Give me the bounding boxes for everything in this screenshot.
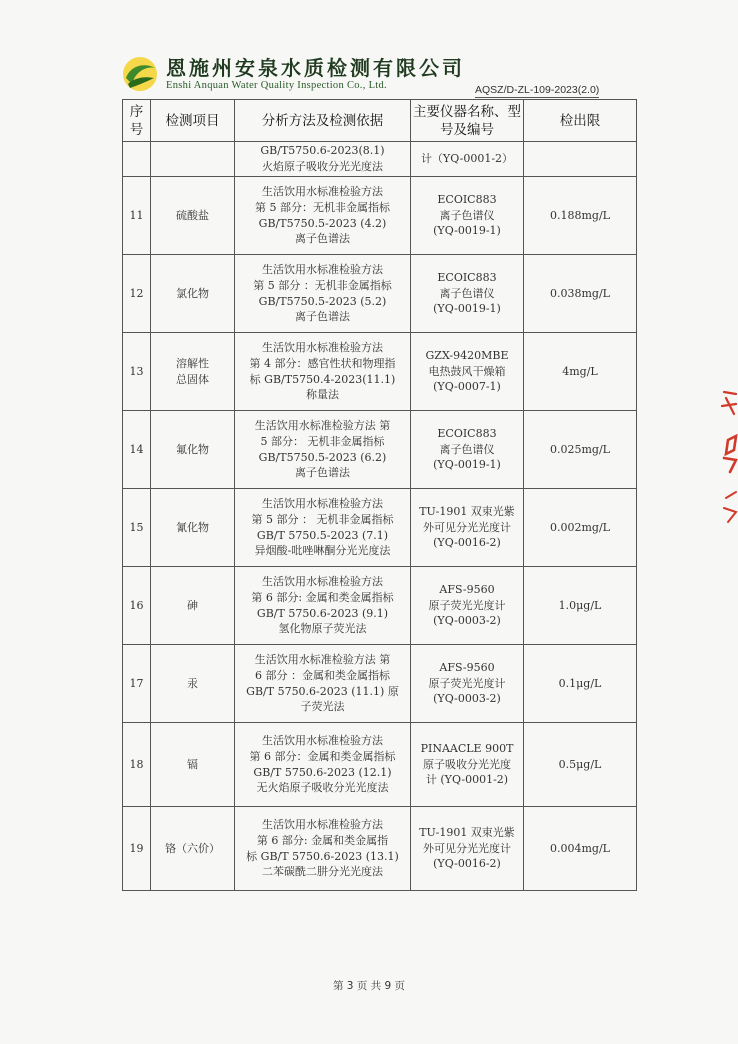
method-line: 无火焰原子吸收分光光度法	[256, 781, 389, 795]
test-item	[151, 142, 235, 177]
table-row	[123, 723, 637, 807]
method-line: 第 5 部分 ：无机非金属指标	[253, 278, 392, 292]
method-line: 生活饮用水标准检验方法 第	[254, 652, 391, 666]
test-item: 汞	[151, 645, 235, 723]
instrument-line: 计 (YQ-0001-2)	[425, 773, 509, 787]
company-logo	[122, 56, 158, 92]
method-line: 离子色谱法	[295, 310, 350, 324]
instrument-cell	[411, 645, 524, 723]
method-line: 生活饮用水标准检验方法	[262, 496, 383, 510]
instrument-cell	[411, 177, 524, 255]
company-name-en: Enshi Anquan Water Quality Inspection Co., Ltd.	[166, 80, 387, 91]
instrument-cell	[411, 567, 524, 645]
col-header-limit: 检出限	[524, 100, 637, 142]
method-cell	[235, 489, 411, 567]
instrument-cell	[411, 255, 524, 333]
method-line: 生活饮用水标准检验方法	[262, 340, 383, 354]
method-line: 5 部分： 无机非金属指标	[260, 434, 385, 448]
method-cell	[235, 142, 411, 177]
instrument-cell	[411, 142, 524, 177]
row-number: 13	[123, 333, 151, 411]
instrument-line: (YQ-0003-2)	[433, 614, 501, 628]
instrument-line: 离子色谱仪	[439, 208, 495, 222]
method-line: 6 部分 ：金属和类金属指标	[255, 668, 390, 682]
method-line: 氢化物原子荧光法	[278, 622, 367, 636]
instrument-line: (YQ-0003-2)	[433, 692, 501, 706]
row-number: 14	[123, 411, 151, 489]
table-header-row	[123, 100, 637, 142]
method-cell	[235, 177, 411, 255]
test-item: 硫酸盐	[151, 177, 235, 255]
inspection-methods-table	[122, 99, 637, 891]
instrument-line: PINAACLE 900T	[420, 741, 514, 755]
test-item	[151, 333, 235, 411]
test-item-line: 总固体	[176, 372, 209, 386]
instrument-line: (YQ-0019-1)	[433, 224, 501, 238]
detection-limit: 1.0μg/L	[524, 567, 637, 645]
method-cell	[235, 333, 411, 411]
table-row	[123, 645, 637, 723]
method-line: 子荧光法	[300, 700, 345, 714]
instrument-line: (YQ-0016-2)	[433, 536, 501, 550]
row-number	[123, 142, 151, 177]
detection-limit: 4mg/L	[524, 333, 637, 411]
method-cell	[235, 807, 411, 891]
method-line: GB/T5750.5-2023 (4.2)	[258, 216, 387, 230]
detection-limit: 0.188mg/L	[524, 177, 637, 255]
table-row	[123, 142, 637, 177]
method-line: 生活饮用水标准检验方法	[262, 262, 383, 276]
row-number: 18	[123, 723, 151, 807]
company-name-cn: 恩施州安泉水质检测有限公司	[166, 56, 465, 80]
row-number: 16	[123, 567, 151, 645]
method-line: GB/T 5750.5-2023 (7.1)	[256, 528, 389, 542]
method-line: GB/T5750.5-2023 (6.2)	[258, 450, 387, 464]
method-line: 生活饮用水标准检验方法	[262, 817, 383, 831]
table-row	[123, 255, 637, 333]
method-line: GB/T5750.6-2023(8.1)	[260, 144, 385, 158]
method-line: 生活饮用水标准检验方法 第	[254, 418, 391, 432]
col-header-instrument: 主要仪器名称、型号及编号	[411, 100, 524, 142]
instrument-cell	[411, 333, 524, 411]
table-row	[123, 411, 637, 489]
test-item: 镉	[151, 723, 235, 807]
instrument-line: AFS-9560	[439, 660, 495, 674]
detection-limit	[524, 142, 637, 177]
table-row	[123, 489, 637, 567]
method-line: 生活饮用水标准检验方法	[262, 574, 383, 588]
instrument-line: 外可见分光光度计	[423, 841, 511, 855]
method-line: 第 5 部分：无机非金属指标	[255, 200, 390, 214]
method-cell	[235, 567, 411, 645]
method-line: 生活饮用水标准检验方法	[262, 184, 383, 198]
instrument-line: 计（YQ-0001-2）	[420, 152, 514, 166]
instrument-cell	[411, 807, 524, 891]
stamp-fragment	[718, 388, 738, 528]
instrument-line: TU-1901 双束光紫	[419, 504, 515, 518]
method-line: 第 6 部分: 金属和类金属指标	[251, 590, 394, 604]
method-line: 异烟酸-吡唑啉酮分光光度法	[254, 544, 391, 558]
row-number: 12	[123, 255, 151, 333]
method-line: 火焰原子吸收分光光度法	[262, 160, 383, 173]
method-line: 称量法	[306, 388, 339, 402]
detection-limit: 0.038mg/L	[524, 255, 637, 333]
detection-limit: 0.1μg/L	[524, 645, 637, 723]
method-line: 二苯碳酰二肼分光光度法	[262, 865, 383, 879]
method-line: 第 5 部分 ： 无机非金属指标	[251, 512, 394, 526]
page-number: 第 3 页 共 9 页	[332, 980, 406, 992]
col-header-item: 检测项目	[151, 100, 235, 142]
method-line: GB/T 5750.6-2023 (11.1) 原	[246, 684, 399, 698]
method-line: 离子色谱法	[295, 232, 350, 246]
instrument-line: ECOIC883	[437, 270, 497, 284]
test-item: 铬（六价）	[151, 807, 235, 891]
method-line: 生活饮用水标准检验方法	[262, 733, 383, 747]
instrument-line: ECOIC883	[437, 192, 497, 206]
instrument-line: 外可见分光光度计	[423, 520, 511, 534]
method-cell	[235, 645, 411, 723]
instrument-line: ECOIC883	[437, 426, 497, 440]
instrument-cell	[411, 489, 524, 567]
method-line: 第 6 部分: 金属和类金属指	[256, 833, 389, 847]
instrument-line: 原子荧光光度计	[428, 598, 506, 612]
instrument-line: 原子荧光光度计	[428, 676, 506, 690]
table-row	[123, 177, 637, 255]
table-row	[123, 333, 637, 411]
instrument-line: (YQ-0007-1)	[433, 380, 501, 394]
instrument-line: AFS-9560	[439, 582, 495, 596]
instrument-line: TU-1901 双束光紫	[419, 825, 515, 839]
test-item: 氟化物	[151, 411, 235, 489]
instrument-line: 原子吸收分光光度	[423, 757, 511, 771]
method-cell	[235, 411, 411, 489]
row-number: 11	[123, 177, 151, 255]
method-line: GB/T 5750.6-2023 (12.1)	[253, 765, 392, 779]
document-code: AQSZ/D-ZL-109-2023(2.0)	[475, 84, 600, 96]
method-line: 第 6 部分：金属和类金属指标	[249, 749, 396, 763]
instrument-line: (YQ-0019-1)	[433, 302, 501, 316]
method-line: GB/T 5750.6-2023 (9.1)	[256, 606, 389, 620]
detection-limit: 0.5μg/L	[524, 723, 637, 807]
instrument-line: 离子色谱仪	[439, 286, 495, 300]
instrument-line: GZX-9420MBE	[425, 348, 509, 362]
row-number: 17	[123, 645, 151, 723]
table-row	[123, 567, 637, 645]
test-item-line: 溶解性	[176, 356, 209, 370]
method-line: 标 GB/T5750.4-2023(11.1)	[249, 372, 396, 386]
method-cell	[235, 255, 411, 333]
instrument-line: 电热鼓风干燥箱	[428, 364, 506, 378]
instrument-cell	[411, 411, 524, 489]
method-cell	[235, 723, 411, 807]
detection-limit: 0.025mg/L	[524, 411, 637, 489]
instrument-line: 离子色谱仪	[439, 442, 495, 456]
method-line: 离子色谱法	[295, 466, 350, 480]
instrument-line: (YQ-0016-2)	[433, 857, 501, 871]
instrument-line: (YQ-0019-1)	[433, 458, 501, 472]
detection-limit: 0.004mg/L	[524, 807, 637, 891]
method-line: 第 4 部分：感官性状和物理指	[249, 356, 396, 370]
col-header-no: 序号	[123, 100, 151, 142]
test-item: 氯化物	[151, 255, 235, 333]
test-item: 氰化物	[151, 489, 235, 567]
method-line: 标 GB/T 5750.6-2023 (13.1)	[246, 849, 399, 863]
table-row	[123, 807, 637, 891]
col-header-method: 分析方法及检测依据	[235, 100, 411, 142]
detection-limit: 0.002mg/L	[524, 489, 637, 567]
row-number: 15	[123, 489, 151, 567]
instrument-cell	[411, 723, 524, 807]
test-item: 砷	[151, 567, 235, 645]
row-number: 19	[123, 807, 151, 891]
method-line: GB/T5750.5-2023 (5.2)	[258, 294, 387, 308]
